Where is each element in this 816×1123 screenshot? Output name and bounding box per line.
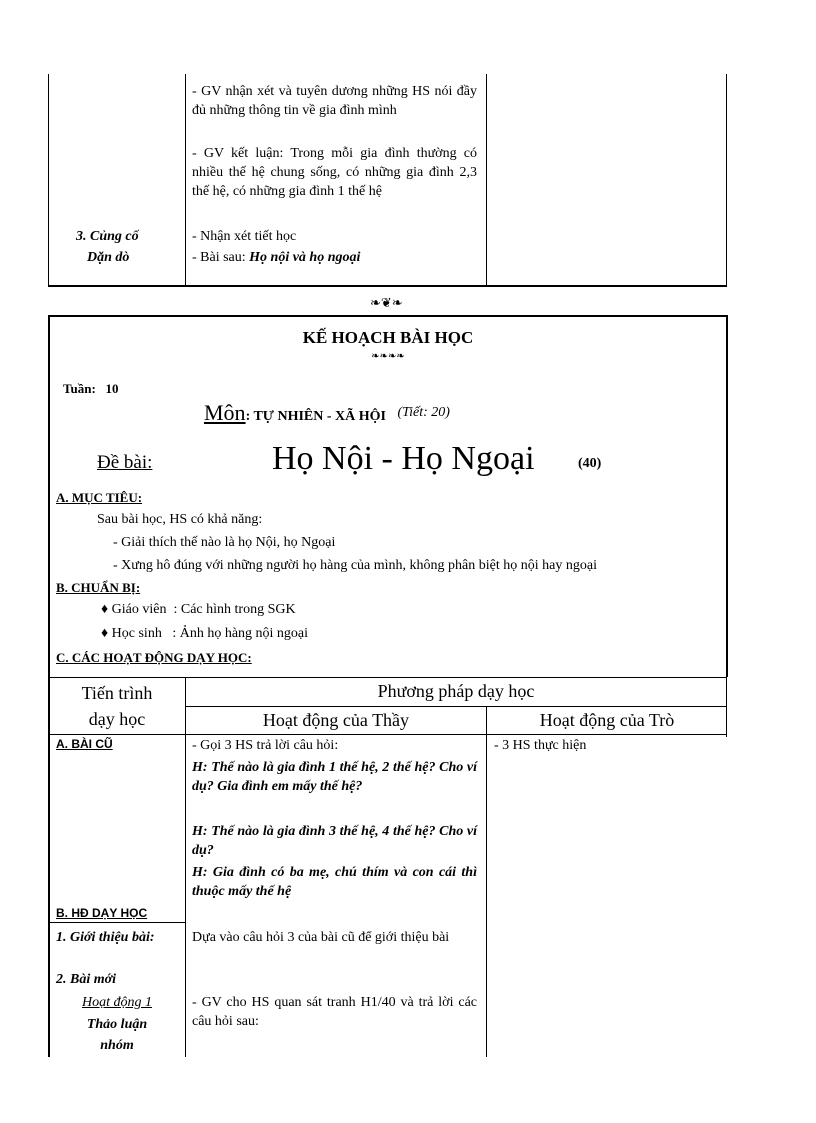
teacher-header: Hoạt động của Thầy (262, 710, 410, 730)
teacher-conclusion: - GV kết luận: Trong mỗi gia đình thường có nhiều thế hệ chung sống, có những gia đình 2,3 thế hệ, có những gia đình 1 thế hệ (192, 146, 477, 199)
objective-item: - Xưng hô đúng với những người họ hàng của mình, không phân biệt họ nội hay ngoại (113, 558, 597, 573)
activity-1-label: Hoạt động 1 (82, 995, 152, 1010)
topic-title: Họ Nội - Họ Ngoại (272, 440, 535, 477)
subject-line: Môn: TỰ NHIÊN - XÃ HỘI (Tiết: 20) (204, 400, 450, 425)
objectives-heading: A. MỤC TIÊU: (56, 490, 143, 505)
col-progress-header: Tiến trình (81, 683, 153, 703)
intro-text: Dựa vào câu hỏi 3 của bài cũ để giới thiệu bài (192, 930, 450, 945)
col-progress-header-sub: dạy học (88, 709, 146, 729)
question-2: H: Thế nào là gia đình 3 thế hệ, 4 thế hệ? Cho ví dụ? (192, 824, 477, 858)
diamond-bullet-icon: ♦ (101, 602, 109, 617)
plan-heading: KẾ HOẠCH BÀI HỌC (302, 328, 474, 347)
new-lesson-label: 2. Bài mới (56, 972, 117, 987)
review-label: - Nhận xét tiết học (192, 229, 297, 244)
heading-ornament: ❧❧❧❧ (371, 351, 405, 362)
method-header: Phương pháp dạy học (377, 681, 535, 701)
section-3-label: 3. Củng cố (76, 229, 139, 244)
week-label: Tuần: 10 (63, 381, 119, 396)
question-3: H: Gia đình có ba mẹ, chú thím và con cái thì thuộc mấy thế hệ (192, 865, 477, 899)
prep-item-student: ♦ Học sinh : Ảnh họ hàng nội ngoại (101, 626, 309, 641)
objective-item: - Giải thích thế nào là họ Nội, họ Ngoại (113, 535, 336, 550)
topic-label: Đề bài: (97, 452, 153, 473)
question-1: H: Thế nào là gia đình 1 thế hệ, 2 thế hệ? Cho ví dụ? Gia đình em mấy thế hệ? (192, 760, 477, 794)
student-header: Hoạt động của Trò (539, 710, 675, 730)
a-student-response: - 3 HS thực hiện (494, 738, 587, 753)
section-a-label: A. BÀI CŨ (56, 737, 113, 751)
topic-page: (40) (578, 456, 602, 471)
section-b-label: B. HĐ DẠY HỌC (56, 906, 148, 920)
next-lesson: - Bài sau: Họ nội và họ ngoại (192, 250, 361, 265)
intro-label: 1. Giới thiệu bài: (56, 930, 155, 945)
diamond-bullet-icon: ♦ (101, 626, 109, 641)
a-teacher-intro: - Gọi 3 HS trả lời câu hỏi: (192, 738, 339, 753)
objectives-intro: Sau bài học, HS có khả năng: (97, 512, 263, 527)
prep-heading: B. CHUẨN BỊ: (56, 580, 141, 595)
activity-1-name: Thảo luận (86, 1017, 148, 1032)
activities-heading: C. CÁC HOẠT ĐỘNG DẠY HỌC: (56, 650, 252, 665)
teacher-comment: - GV nhận xét và tuyên dương những HS nói đầy đủ những thông tin về gia đình mình (192, 84, 477, 118)
activity-1-text: - GV cho HS quan sát tranh H1/40 và trả lời các câu hỏi sau: (192, 995, 477, 1029)
activity-1-name-sub: nhóm (100, 1038, 134, 1053)
prep-item-teacher: ♦ Giáo viên : Các hình trong SGK (101, 602, 296, 617)
separator-ornament: ❧❦❧ (370, 295, 403, 310)
section-3-sublabel: Dặn dò (87, 250, 130, 265)
